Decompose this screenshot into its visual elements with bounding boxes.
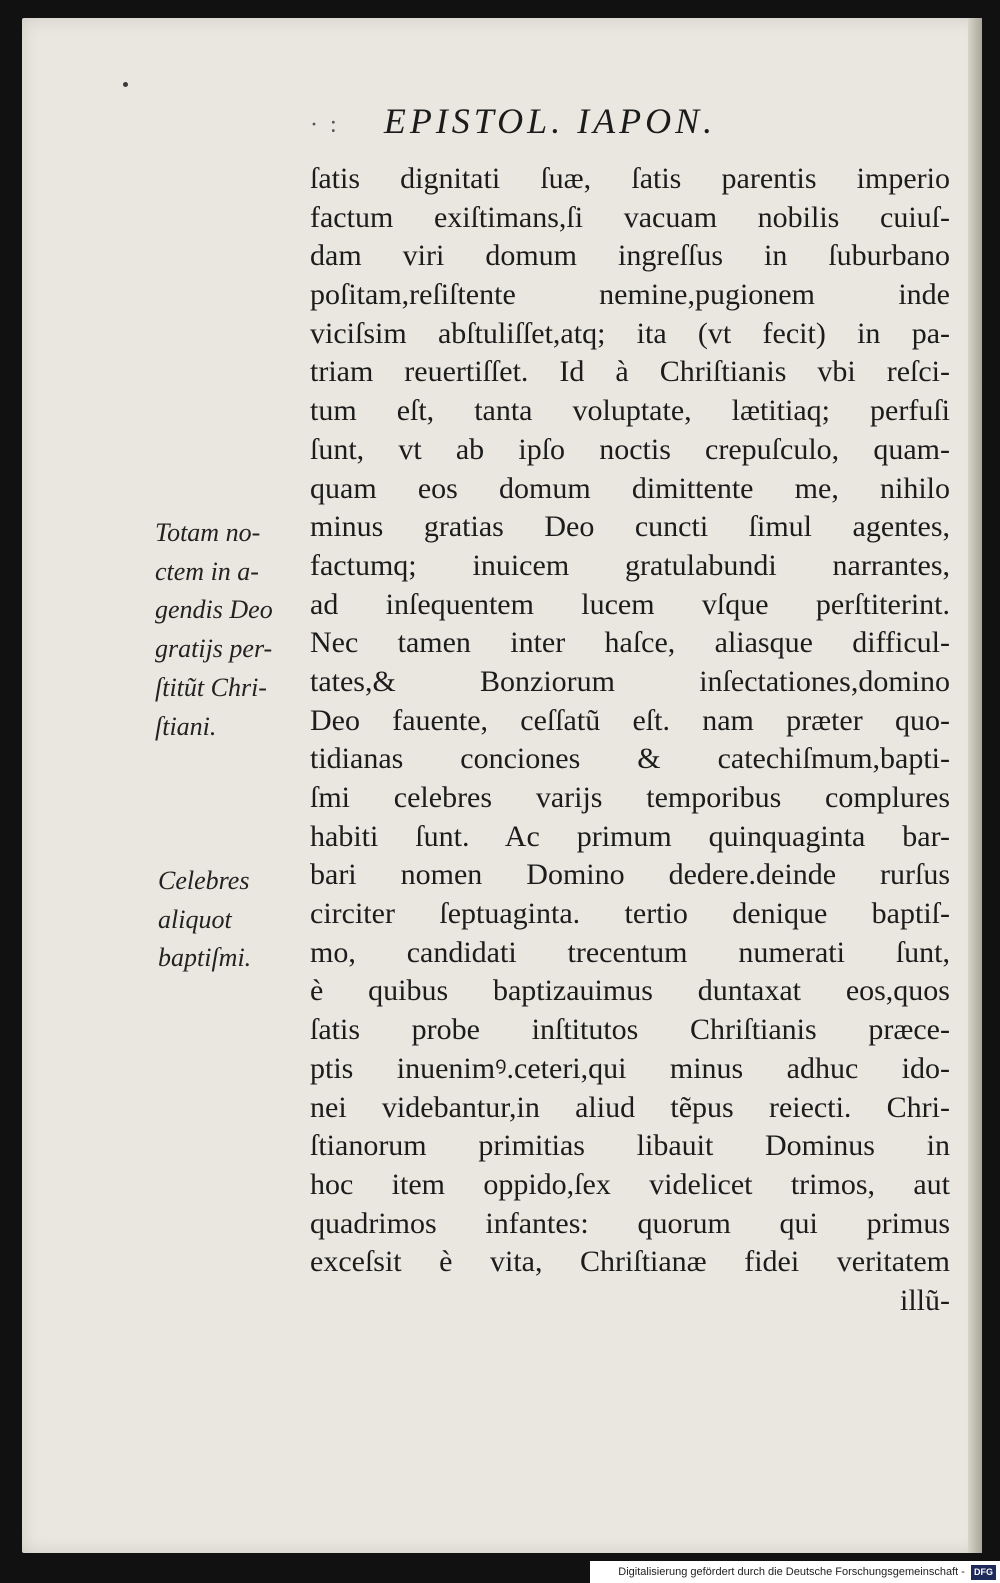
marginal-line: aliquot xyxy=(158,904,232,934)
text-line: circiter ſeptuaginta. tertio denique baptiſ- xyxy=(310,897,950,931)
text-line: è quibus baptizauimus duntaxat eos,quos xyxy=(310,974,950,1008)
text-line: bari nomen Domino dedere.deinde rurſus xyxy=(310,858,950,892)
text-line: ſatis probe inſtitutos Chriſtianis præce- xyxy=(310,1013,950,1047)
text-line: tates,& Bonziorum inſectationes,domino xyxy=(310,664,950,698)
catchword: illũ- xyxy=(900,1283,950,1317)
text-line: Nec tamen inter haſce, aliasque difficul- xyxy=(310,626,950,660)
text-line: quadrimos infantes: quorum qui primus xyxy=(310,1206,950,1240)
marginal-note-2 xyxy=(158,862,308,978)
text-line: triam reuertiſſet. Id à Chriſtianis vbi reſci- xyxy=(310,355,950,389)
text-line: dam viri domum ingreſſus in ſuburbano xyxy=(310,239,950,273)
text-line: habiti ſunt. Ac primum quinquaginta bar- xyxy=(310,819,950,853)
text-line: hoc item oppido,ſex videlicet trimos, aut xyxy=(310,1167,950,1201)
marginal-line: ſtiani. xyxy=(155,711,217,741)
text-line: Deo fauente, ceſſatũ eſt. nam præter quo- xyxy=(310,703,950,737)
text-line: quam eos domum dimittente me, nihilo xyxy=(310,471,950,505)
ink-dot xyxy=(123,82,128,87)
text-line: nei videbantur,in aliud tẽpus reiecti. Chri- xyxy=(310,1090,950,1124)
head-marks: · : xyxy=(310,112,337,138)
text-line: ptis inuenimꝰ.ceteri,qui minus adhuc ido- xyxy=(310,1051,950,1085)
marginal-line: baptiſmi. xyxy=(158,943,252,973)
marginal-line: Totam no- xyxy=(155,518,261,547)
text-line: ad inſequentem lucem vſque perſtiterint. xyxy=(310,587,950,621)
page-edge xyxy=(968,18,982,1553)
text-line: tidianas conciones & catechiſmum,bapti- xyxy=(310,742,950,776)
marginal-line: gratijs per- xyxy=(155,634,273,664)
marginal-line: ſtitũt Chri- xyxy=(155,672,267,702)
text-line: ſtianorum primitias libauit Dominus in xyxy=(310,1129,950,1163)
text-line: viciſsim abſtuliſſet,atq; ita (vt fecit) in pa- xyxy=(310,316,950,350)
marginal-line: Celebres xyxy=(158,866,250,895)
digitization-footer xyxy=(590,1561,1000,1583)
marginal-note-1 xyxy=(155,514,305,746)
text-line: minus gratias Deo cuncti ſimul agentes, xyxy=(310,510,950,544)
text-line: mo, candidati trecentum numerati ſunt, xyxy=(310,935,950,969)
marginal-line: ctem in a- xyxy=(155,556,259,586)
text-line: ſunt, vt ab ipſo noctis crepuſculo, quam- xyxy=(310,432,950,466)
text-line: factum exiſtimans,ſi vacuam nobilis cuiuſ- xyxy=(310,200,950,234)
footer-text: Digitalisierung gefördert durch die Deutsche Forschungsgemeinschaft - xyxy=(618,1566,965,1578)
text-line: ſatis dignitati ſuæ, ſatis parentis imperio xyxy=(310,162,950,195)
text-line: exceſsit è vita, Chriſtianæ fidei veritatem xyxy=(310,1245,950,1279)
text-line: factumq; inuicem gratulabundi narrantes, xyxy=(310,548,950,582)
text-line: tum eſt, tanta voluptate, lætitiaq; perfuſi xyxy=(310,394,950,428)
dfg-logo-icon: DFG xyxy=(971,1565,996,1580)
text-line: poſitam,reſiſtente nemine,pugionem inde xyxy=(310,278,950,312)
body-text xyxy=(310,160,950,1321)
text-line: ſmi celebres varijs temporibus complures xyxy=(310,781,950,814)
marginal-line: gendis Deo xyxy=(155,595,273,625)
running-head: EPISTOL. IAPON. xyxy=(383,101,717,141)
